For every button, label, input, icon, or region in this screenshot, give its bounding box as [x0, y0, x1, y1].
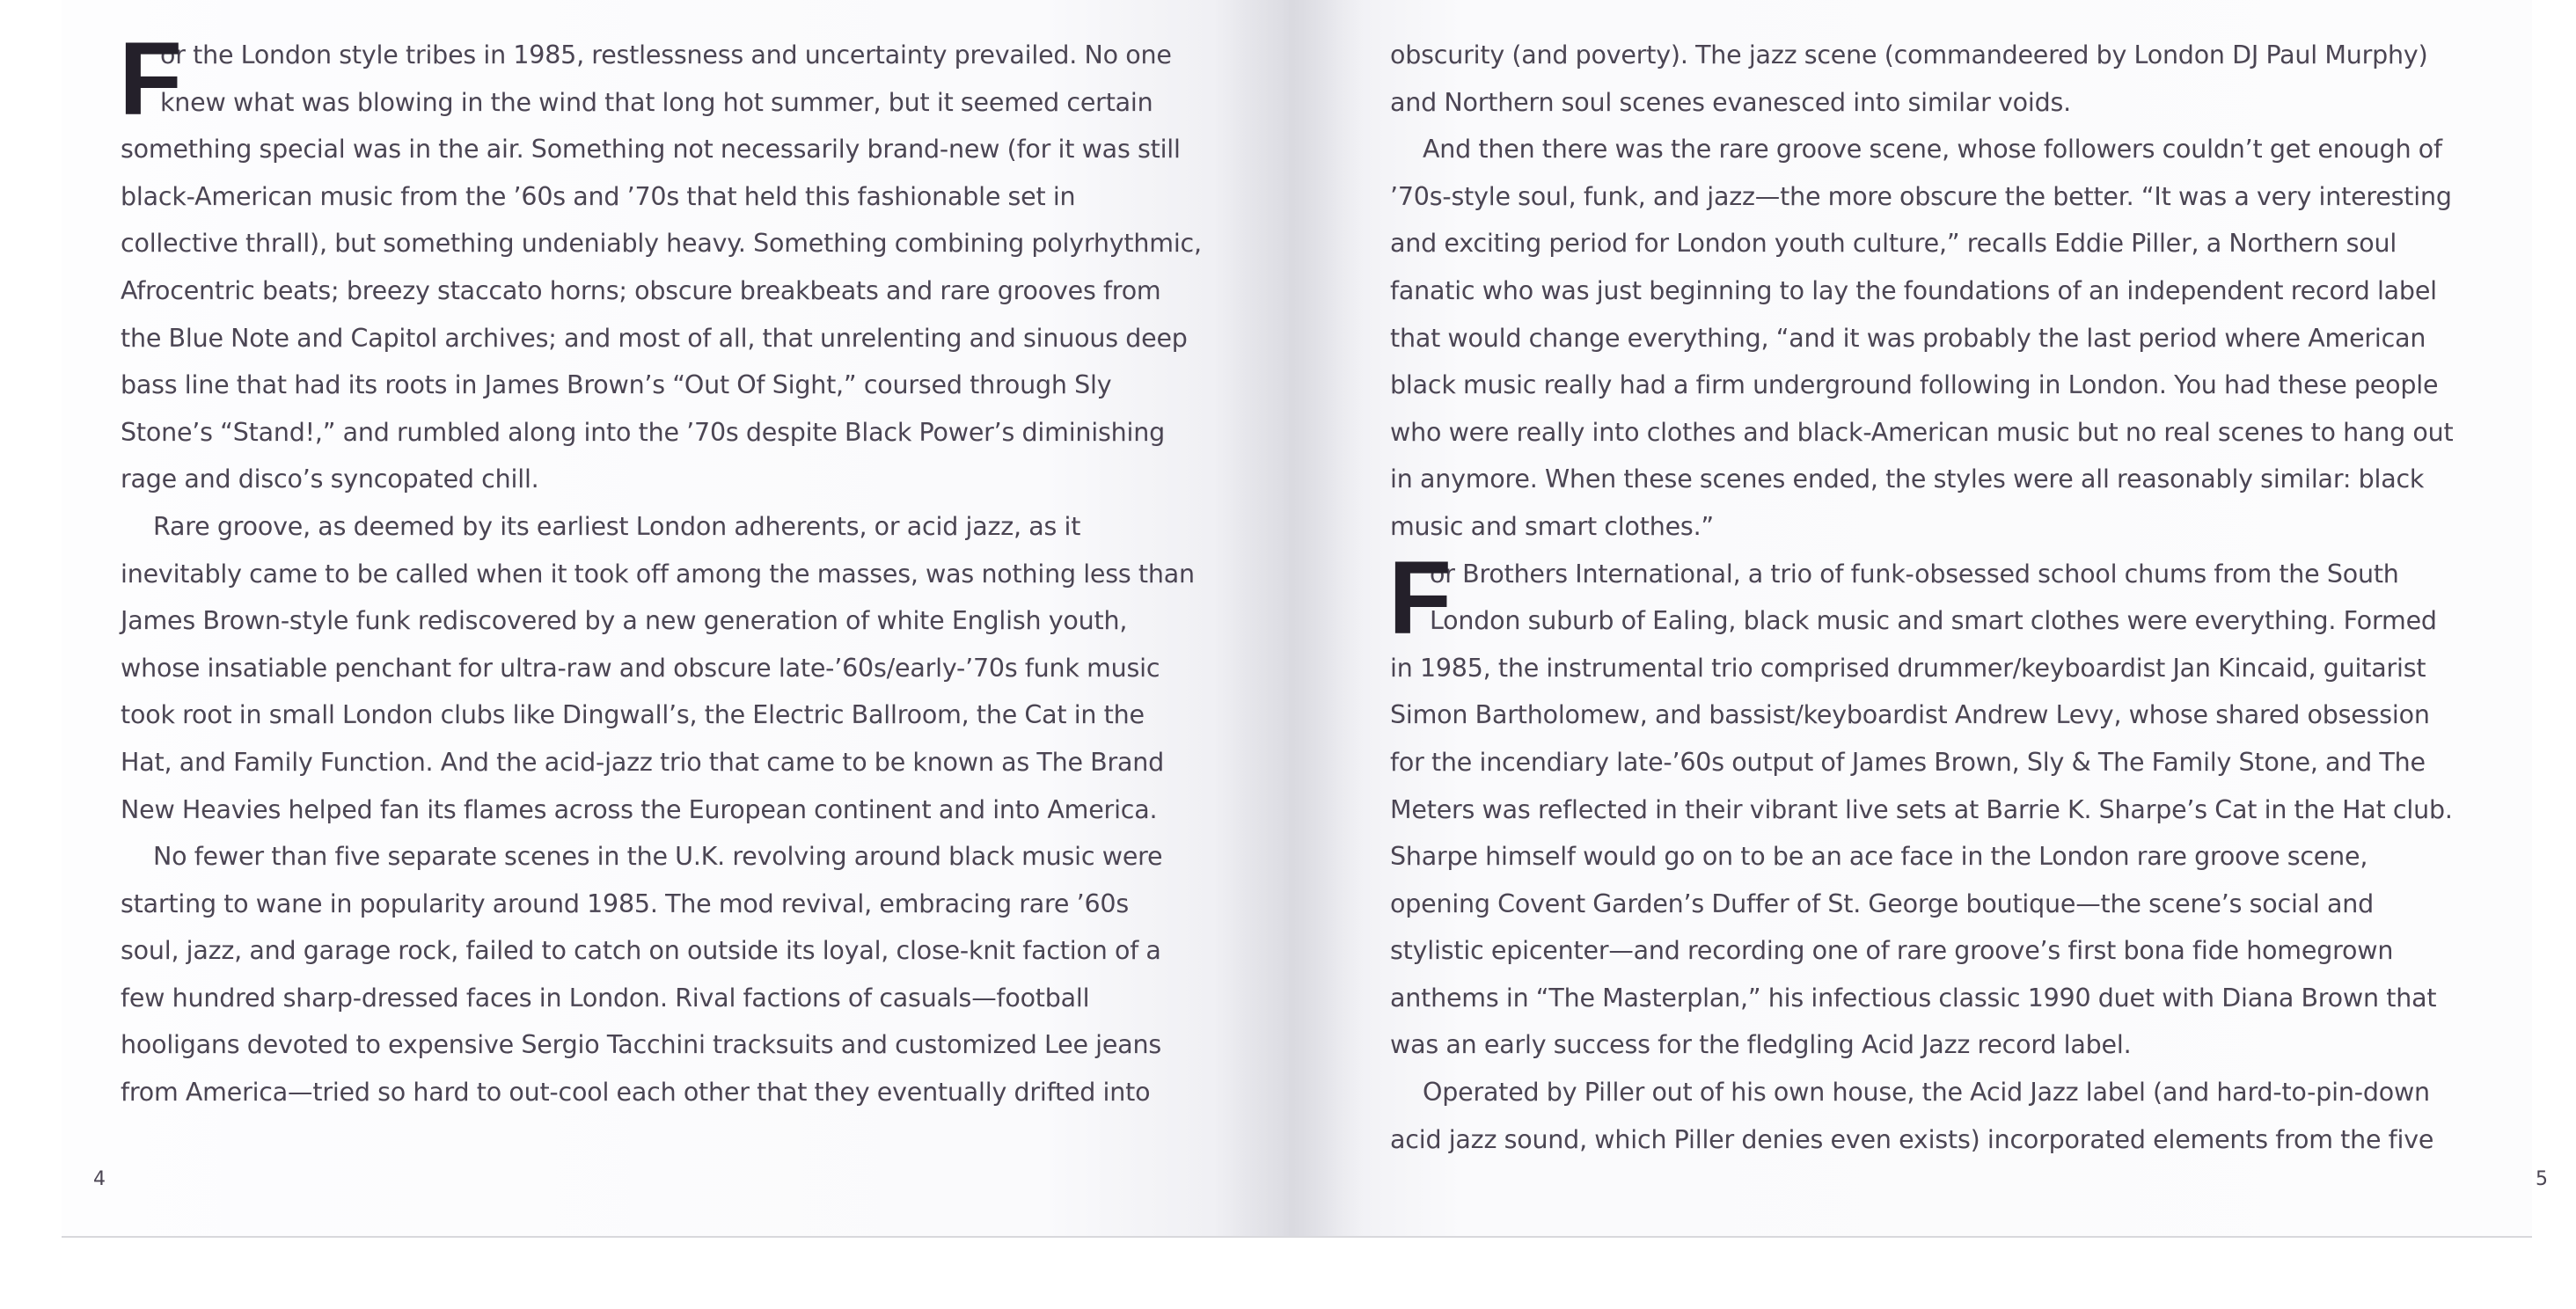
- paragraph-text: or Brothers International, a trio of funk-obsessed school chums from the South: [1430, 559, 2399, 589]
- paragraph-line: opening Covent Garden’s Duffer of St. George boutique—the scene’s social and: [1390, 889, 2375, 918]
- paragraph-line: stylistic epicenter—and recording one of rare groove’s first bona fide homegrown: [1390, 936, 2394, 966]
- paragraph-line: James Brown-style funk rediscovered by a new generation of white English youth,: [121, 606, 1128, 636]
- paragraph-line: the Blue Note and Capitol archives; and most of all, that unrelenting and sinuous deep: [121, 323, 1188, 353]
- paragraph-line: New Heavies helped fan its flames across the European continent and into America.: [121, 794, 1158, 824]
- paragraph-line: few hundred sharp-dressed faces in London. Rival factions of casuals—football: [121, 983, 1090, 1013]
- paragraph-line: Meters was reflected in their vibrant live sets at Barrie K. Sharpe’s Cat in the Hat club.: [1390, 794, 2453, 824]
- paragraph-line: knew what was blowing in the wind that long hot summer, but it seemed certain: [160, 87, 1153, 117]
- right-page-text: [1390, 32, 2516, 1163]
- paragraph-line: from America—tried so hard to out-cool each other that they eventually drifted into: [121, 1078, 1151, 1108]
- paragraph-line: in anymore. When these scenes ended, the styles were all reasonably similar: black: [1390, 464, 2425, 494]
- paragraph-line: inevitably came to be called when it took off among the masses, was nothing less than: [121, 559, 1195, 589]
- paragraph-line: something special was in the air. Something not necessarily brand-new (for it was still: [121, 135, 1181, 165]
- drop-cap: F: [1388, 539, 1452, 656]
- paragraph-line: in 1985, the instrumental trio comprised drummer/keyboardist Jan Kincaid, guitarist: [1390, 653, 2426, 683]
- paragraph-line: anthems in “The Masterplan,” his infectious classic 1990 duet with Diana Brown that: [1390, 983, 2437, 1013]
- paragraph-line: took root in small London clubs like Dingwall’s, the Electric Ballroom, the Cat in the: [121, 700, 1145, 730]
- paragraph-line: and exciting period for London youth culture,” recalls Eddie Piller, a Northern soul: [1390, 229, 2397, 259]
- paragraph-line: ’70s-style soul, funk, and jazz—the more obscure the better. “It was a very interesting: [1390, 181, 2452, 211]
- paragraph-line: acid jazz sound, which Piller denies even exists) incorporated elements from the five: [1390, 1124, 2434, 1154]
- paragraph-line: black-American music from the ’60s and ’70s that held this fashionable set in: [121, 181, 1076, 211]
- page-number-left: 4: [93, 1168, 106, 1190]
- paragraph-line: Hat, and Family Function. And the acid-jazz trio that came to be known as The Brand: [121, 747, 1165, 777]
- paragraph-line: and Northern soul scenes evanesced into similar voids.: [1390, 87, 2071, 117]
- paragraph-line: starting to wane in popularity around 1985. The mod revival, embracing rare ’60s: [121, 889, 1129, 918]
- page-number-right: 5: [2536, 1168, 2548, 1190]
- paragraph-line: music and smart clothes.”: [1390, 511, 1714, 541]
- paragraph-line: soul, jazz, and garage rock, failed to catch on outside its loyal, close-knit faction of a: [121, 936, 1161, 966]
- paragraph-line: Operated by Piller out of his own house, the Acid Jazz label (and hard-to-pin-down: [1423, 1078, 2430, 1108]
- paragraph-line: Sharpe himself would go on to be an ace face in the London rare groove scene,: [1390, 842, 2368, 872]
- paragraph-line: who were really into clothes and black-American music but no real scenes to hang out: [1390, 417, 2454, 447]
- paragraph-line: that would change everything, “and it was probably the last period where American: [1390, 323, 2426, 353]
- paragraph-line: hooligans devoted to expensive Sergio Tacchini tracksuits and customized Lee jeans: [121, 1030, 1162, 1060]
- paragraph-line: Simon Bartholomew, and bassist/keyboardist Andrew Levy, whose shared obsession: [1390, 700, 2430, 730]
- paragraph-line: Stone’s “Stand!,” and rumbled along into the ’70s despite Black Power’s diminishing: [121, 417, 1165, 447]
- paragraph-line: whose insatiable penchant for ultra-raw and obscure late-’60s/early-’70s funk music: [121, 653, 1160, 683]
- paragraph-line: No fewer than five separate scenes in the U.K. revolving around black music were: [153, 842, 1163, 872]
- drop-cap: F: [119, 21, 182, 137]
- paragraph-text: or the London style tribes in 1985, restlessness and uncertainty prevailed. No one: [160, 40, 1172, 69]
- paragraph-line: Rare groove, as deemed by its earliest London adherents, or acid jazz, as it: [153, 511, 1081, 541]
- paragraph-line: Afrocentric beats; breezy staccato horns; obscure breakbeats and rare grooves from: [121, 275, 1161, 305]
- paragraph-line: collective thrall), but something undeniably heavy. Something combining polyrhythmic,: [121, 229, 1202, 259]
- paragraph-line: bass line that had its roots in James Brown’s “Out Of Sight,” coursed through Sly: [121, 370, 1112, 400]
- paragraph-line: And then there was the rare groove scene, whose followers couldn’t get enough of: [1423, 135, 2442, 165]
- paragraph-line: rage and disco’s syncopated chill.: [121, 464, 539, 494]
- paragraph-line: London suburb of Ealing, black music and smart clothes were everything. Formed: [1430, 606, 2437, 636]
- paragraph-line: fanatic who was just beginning to lay the foundations of an independent record label: [1390, 275, 2437, 305]
- paragraph-line: for the incendiary late-’60s output of James Brown, Sly & The Family Stone, and The: [1390, 747, 2426, 777]
- left-page-text: [119, 21, 1247, 1116]
- paragraph-line: black music really had a firm underground following in London. You had these people: [1390, 370, 2439, 400]
- paragraph-line: was an early success for the fledgling Acid Jazz record label.: [1390, 1030, 2132, 1060]
- paragraph-line: obscurity (and poverty). The jazz scene (commandeered by London DJ Paul Murphy): [1390, 40, 2428, 69]
